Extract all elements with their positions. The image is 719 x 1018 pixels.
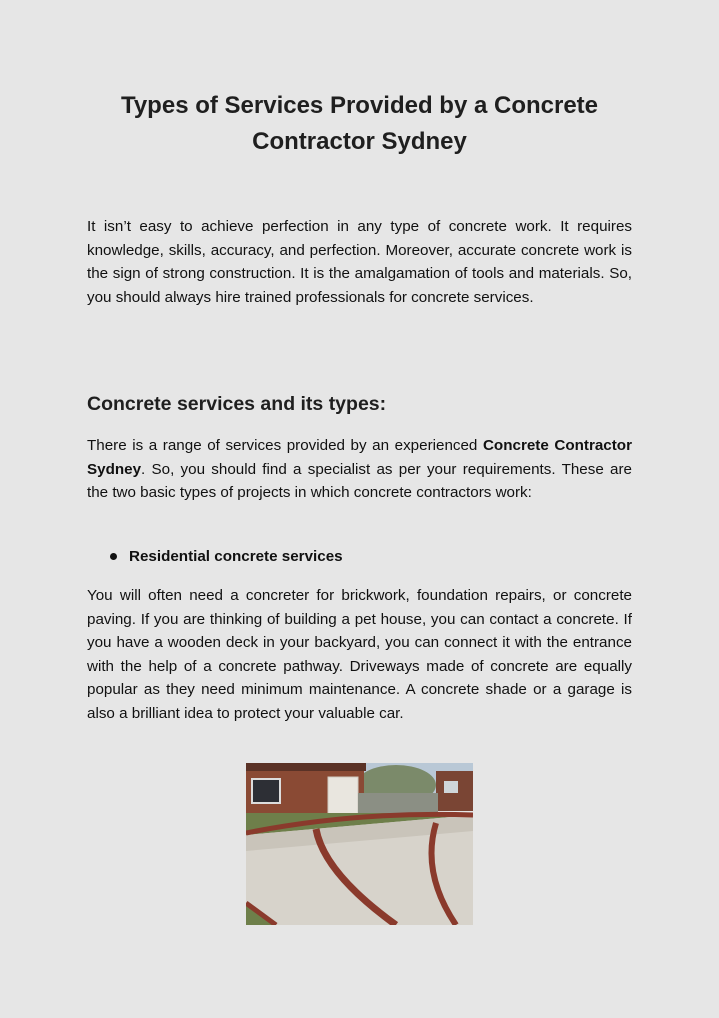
types-paragraph-before: There is a range of services provided by an experienced	[87, 437, 483, 454]
bullet-label: Residential concrete services	[129, 548, 343, 565]
bullet-dot-icon	[110, 553, 117, 560]
fence	[358, 793, 438, 815]
neighbour-window	[444, 781, 458, 793]
driveway-illustration	[246, 763, 473, 925]
title-line-1: Types of Services Provided by a Concrete	[120, 92, 599, 119]
house-window	[252, 779, 280, 803]
driveway-photo	[246, 763, 473, 925]
title-line-2: Contractor Sydney	[252, 128, 467, 155]
page-title	[60, 88, 659, 160]
contractor-link-text: Concrete Contractor Sydney	[87, 437, 632, 478]
garage-door	[328, 777, 358, 815]
types-paragraph	[87, 434, 632, 505]
intro-paragraph: It isn’t easy to achieve perfection in any type of concrete work. It requires knowledge, skills, accuracy, and perfection. Moreover, accurate concrete work is the sign of strong construction. It is the amalgamation of tools and materials. So, you should always hire trained professionals for concrete services.	[87, 218, 632, 306]
house-roof	[246, 763, 366, 771]
section-heading: Concrete services and its types:	[87, 393, 387, 415]
types-paragraph-after: . So, you should find a specialist as per your requirements. These are the two basic types of projects in which concrete contractors work:	[87, 460, 632, 501]
residential-paragraph: You will often need a concreter for brickwork, foundation repairs, or concrete paving. If you are thinking of building a pet house, you can contact a concrete. If you have a wooden deck in your backyard, you can connect it with the entrance with the help of a concrete pathway. Driveways made of concrete are equally popular as they need minimum maintenance. A concrete shade or a garage is also a brilliant idea to protect your valuable car.	[87, 587, 632, 722]
bullet-item-residential	[110, 545, 343, 568]
